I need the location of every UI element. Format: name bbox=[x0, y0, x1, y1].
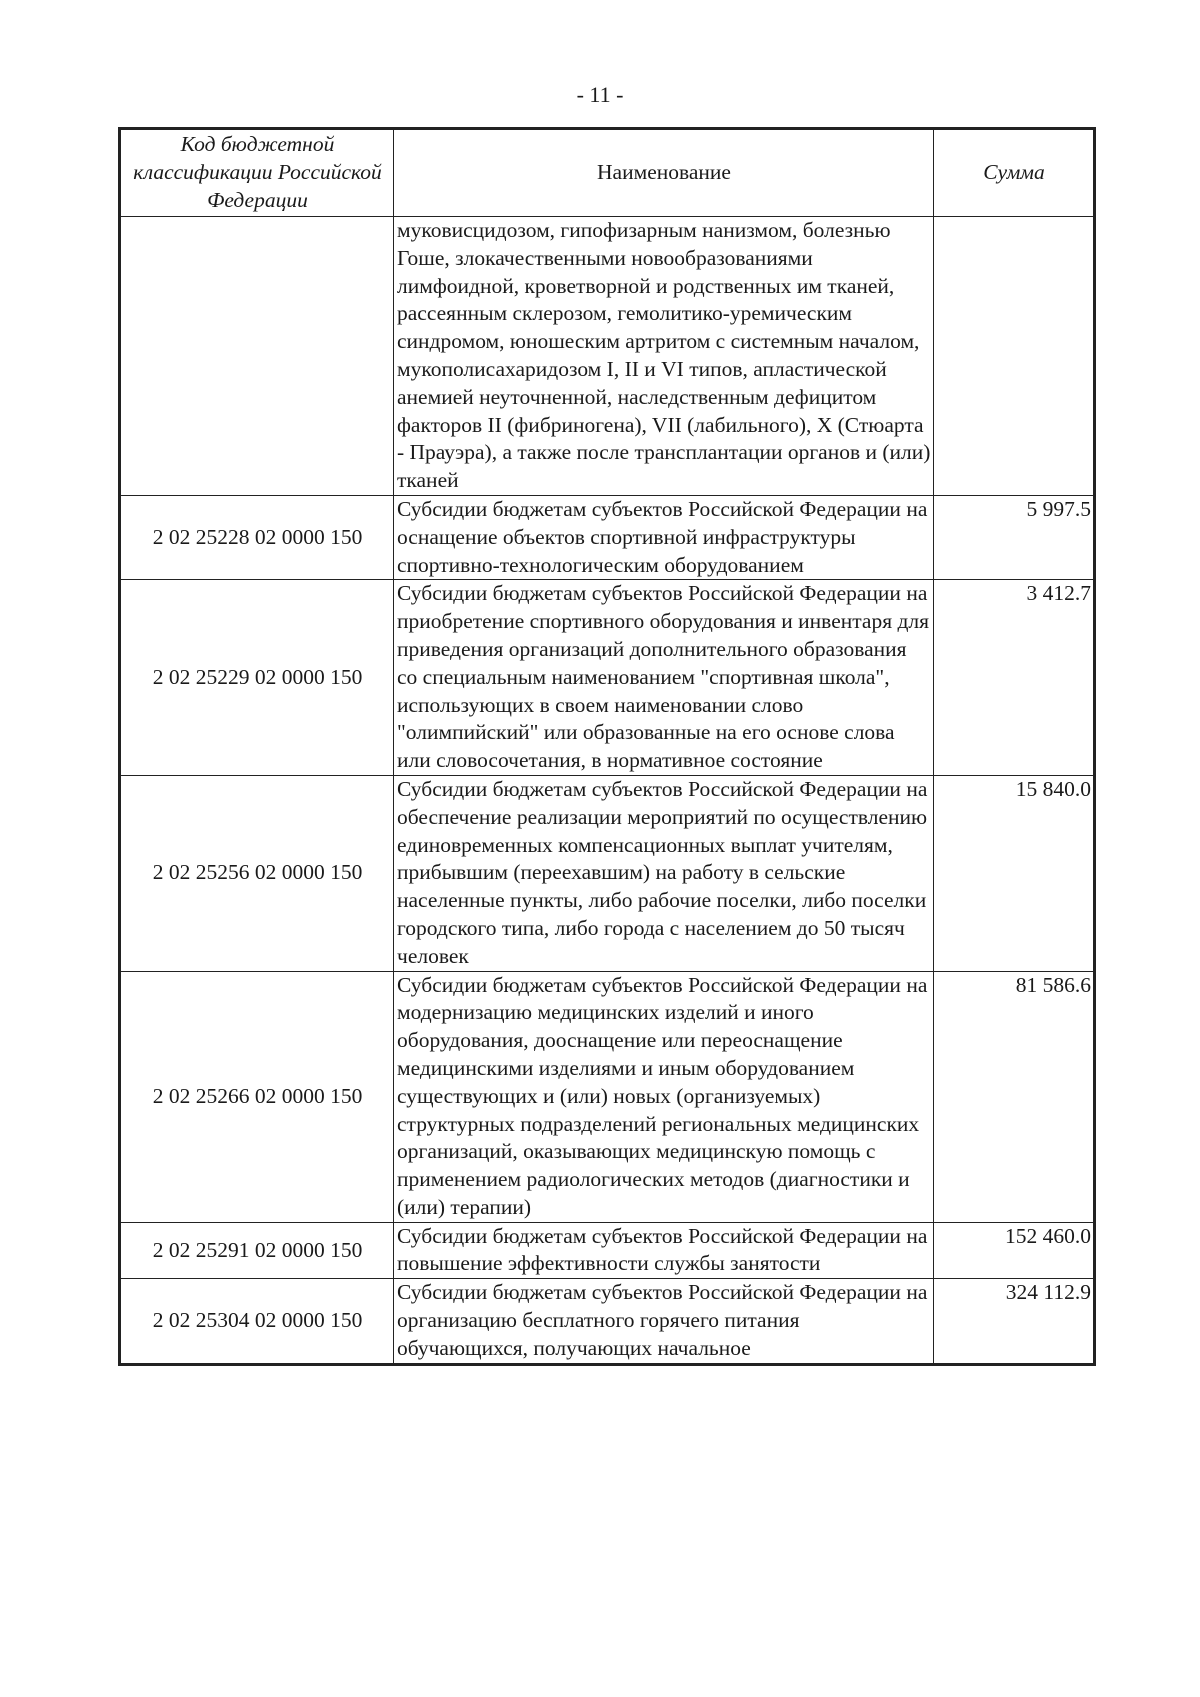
row-code: 2 02 25304 02 0000 150 bbox=[120, 1279, 394, 1364]
row-sum bbox=[934, 217, 1095, 496]
header-name: Наименование bbox=[394, 129, 934, 217]
table-row bbox=[120, 971, 1095, 1222]
table-row bbox=[120, 775, 1095, 971]
row-name: Субсидии бюджетам субъектов Российской Федерации на организацию бесплатного горячего питания обучающихся, получающих начальное bbox=[394, 1279, 934, 1364]
row-code bbox=[120, 217, 394, 496]
row-sum: 324 112.9 bbox=[934, 1279, 1095, 1364]
table-row bbox=[120, 217, 1095, 496]
table-row bbox=[120, 495, 1095, 579]
row-code: 2 02 25291 02 0000 150 bbox=[120, 1222, 394, 1279]
row-sum: 81 586.6 bbox=[934, 971, 1095, 1222]
row-sum: 3 412.7 bbox=[934, 580, 1095, 776]
row-code: 2 02 25256 02 0000 150 bbox=[120, 775, 394, 971]
row-name: Субсидии бюджетам субъектов Российской Федерации на оснащение объектов спортивной инфраструктуры спортивно-технологическим оборудованием bbox=[394, 495, 934, 579]
table-row bbox=[120, 580, 1095, 776]
row-name: Субсидии бюджетам субъектов Российской Федерации на модернизацию медицинских изделий и иного оборудования, дооснащение или переоснащение медицинскими изделиями и иным оборудованием существующих и (или) новых (организуемых) структурных подразделений региональных медицинских организаций, оказывающих медицинскую помощь с применением радиологических методов (диагностики и (или) терапии) bbox=[394, 971, 934, 1222]
table-row bbox=[120, 1279, 1095, 1364]
row-name: Субсидии бюджетам субъектов Российской Федерации на повышение эффективности службы занятости bbox=[394, 1222, 934, 1279]
row-code: 2 02 25266 02 0000 150 bbox=[120, 971, 394, 1222]
row-code: 2 02 25228 02 0000 150 bbox=[120, 495, 394, 579]
row-name: Субсидии бюджетам субъектов Российской Федерации на обеспечение реализации мероприятий по осуществлению единовременных компенсационных выплат учителям, прибывшим (переехавшим) на работу в сельские населенные пункты, либо рабочие поселки, либо поселки городского типа, либо города с населением до 50 тысяч человек bbox=[394, 775, 934, 971]
page-number: - 11 - bbox=[576, 82, 624, 107]
row-name: муковисцидозом, гипофизарным нанизмом, болезнью Гоше, злокачественными новообразованиями лимфоидной, кроветворной и родственных им тканей, рассеянным склерозом, гемолитико-уремическим синдромом, юношеским артритом с системным началом, мукополисахаридозом I, II и VI типов, апластической анемией неуточненной, наследственным дефицитом факторов II (фибриногена), VII (лабильного), X (Стюарта - Прауэра), а также после трансплантации органов и (или) тканей bbox=[394, 217, 934, 496]
table-row bbox=[120, 1222, 1095, 1279]
row-name: Субсидии бюджетам субъектов Российской Федерации на приобретение спортивного оборудования и инвентаря для приведения организаций дополнительного образования со специальным наименованием "спортивная школа", использующих в своем наименовании слово "олимпийский" или образованные на его основе слова или словосочетания, в нормативное состояние bbox=[394, 580, 934, 776]
row-sum: 5 997.5 bbox=[934, 495, 1095, 579]
row-code: 2 02 25229 02 0000 150 bbox=[120, 580, 394, 776]
header-sum: Сумма bbox=[934, 129, 1095, 217]
row-sum: 15 840.0 bbox=[934, 775, 1095, 971]
row-sum: 152 460.0 bbox=[934, 1222, 1095, 1279]
header-code: Код бюджетной классификации Российской Федерации bbox=[120, 129, 394, 217]
budget-table bbox=[118, 127, 1096, 1366]
table-header-row bbox=[120, 129, 1095, 217]
